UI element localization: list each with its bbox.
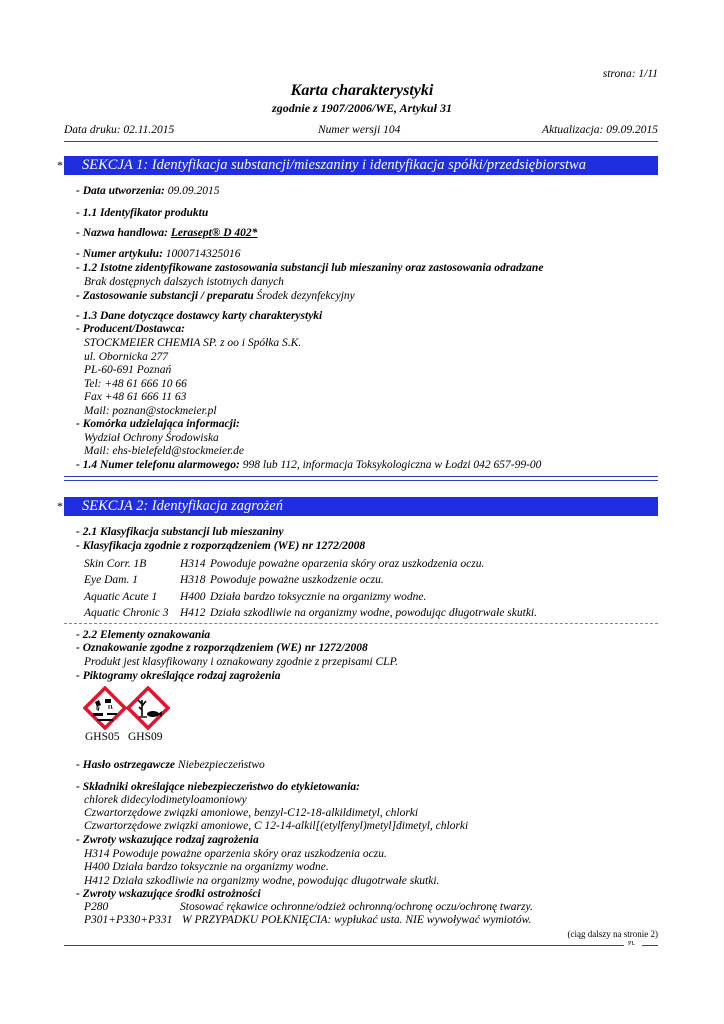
classification-heading: - 2.1 Klasyfikacja substancji lub mieszaniny <box>76 526 284 538</box>
uses-none: Brak dostępnych dalszych istotnych danych <box>84 276 284 288</box>
corrosion-icon <box>83 686 127 730</box>
producer-line: STOCKMEIER CHEMIA SP. z oo i Spółka S.K. <box>84 337 302 349</box>
hazard-class: Skin Corr. 1B <box>84 558 147 570</box>
page-number: strona: 1/11 <box>602 68 658 80</box>
clp-heading: - Klasyfikacja zgodnie z rozporządzeniem (WE) nr 1272/2008 <box>76 540 366 552</box>
section1-title: SEKCJA 1: Identyfikacja substancji/mieszaniny i identyfikacja spółki/przedsiębiorstwa <box>64 156 658 175</box>
pstatement-text: W PRZYPADKU POŁKNIĘCIA: wypłukać usta. NIE wywoływać wymiotów. <box>182 914 532 926</box>
pstatement-code: P280 <box>84 901 109 913</box>
section1-rule <box>64 480 658 481</box>
pstatement-text: Stosować rękawice ochronne/odzież ochronną/ochronę oczu/ochronę twarzy. <box>180 901 533 913</box>
signal-word: - Hasło ostrzegawcze Niebezpieczeństwo <box>76 759 265 771</box>
footer-lang: PL <box>628 941 636 947</box>
section1-marker: * <box>57 158 63 172</box>
update-date: Aktualizacja: 09.09.2015 <box>542 124 658 136</box>
section2-marker: * <box>57 499 63 513</box>
pstatement-code: P301+P330+P331 <box>84 914 173 926</box>
hazard-class: Eye Dam. 1 <box>84 574 138 586</box>
header-rule <box>64 141 658 142</box>
component-line: Czwartorzędowe związki amoniowe, C 12-14-alkil[(etylfenyl)metyl]dimetyl, chlorki <box>84 820 469 832</box>
components-heading: - Składniki określające niebezpieczeństwo do etykietowania: <box>76 781 360 793</box>
footer-rule <box>64 945 624 946</box>
hstatement-line: H412 Działa szkodliwie na organizmy wodne, powodując długotrwałe skutki. <box>84 875 440 887</box>
continued-note: (ciąg dalszy na stronie 2) <box>567 929 658 939</box>
hazard-code: H314 <box>180 558 206 570</box>
supplier-heading: - 1.3 Dane dotyczące dostawcy karty charakterystyki <box>76 310 323 322</box>
trade-name: - Nazwa handlowa: Lerasept® D 402* <box>76 227 258 239</box>
info-label: - Komórka udzielająca informacji: <box>76 418 240 430</box>
version-number: Numer wersji 104 <box>318 124 401 136</box>
pictograms-heading: - Piktogramy określające rodzaj zagrożenia <box>76 670 281 682</box>
hazard-code: H318 <box>180 574 206 586</box>
document-subtitle: zgodnie z 1907/2006/WE, Artykuł 31 <box>272 101 452 115</box>
info-line: Mail: ehs-bielefeld@stockmeier.de <box>84 445 245 457</box>
hazard-code: H412 <box>180 607 206 619</box>
label-heading: - 2.2 Elementy oznakowania <box>76 629 211 641</box>
hazard-code: H400 <box>180 591 206 603</box>
uses-heading: - 1.2 Istotne zidentyfikowane zastosowania substancji lub mieszaniny oraz zastosowania odradzane <box>76 262 544 274</box>
hazard-text: Powoduje poważne oparzenia skóry oraz uszkodzenia oczu. <box>210 558 485 570</box>
print-date: Data druku: 02.11.2015 <box>64 124 175 136</box>
hazard-text: Powoduje poważne uszkodzenie oczu. <box>210 574 384 586</box>
hstatements-heading: - Zwroty wskazujące rodzaj zagrożenia <box>76 834 259 846</box>
hstatement-line: H400 Działa bardzo toksycznie na organizmy wodne. <box>84 861 329 873</box>
hazard-text: Działa bardzo toksycznie na organizmy wodne. <box>210 591 427 603</box>
info-line: Wydział Ochrony Środowiska <box>84 432 219 444</box>
hazard-text: Działa szkodliwie na organizmy wodne, powodując długotrwałe skutki. <box>210 607 537 619</box>
classification-divider <box>64 623 658 624</box>
emergency-number: - 1.4 Numer telefonu alarmowego: 998 lub 112, informacja Toksykologiczna w Łodzi 042 657-99-00 <box>76 459 542 471</box>
label-note: Produkt jest klasyfikowany i oznakowany zgodnie z przepisami CLP. <box>84 656 398 668</box>
label-clp: - Oznakowanie zgodne z rozporządzeniem (WE) nr 1272/2008 <box>76 642 368 654</box>
producer-line: PL-60-691 Poznań <box>84 364 172 376</box>
producer-line: Tel: +48 61 666 10 66 <box>84 378 187 390</box>
component-line: chlorek didecylodimetyloamoniowy <box>84 794 247 806</box>
product-identifier: - 1.1 Identyfikator produktu <box>76 207 209 219</box>
article-number: - Numer artykułu: 1000714325016 <box>76 248 241 260</box>
producer-line: Fax +48 61 666 11 63 <box>84 391 187 403</box>
producer-label: - Producent/Dostawca: <box>76 323 185 335</box>
hazard-class: Aquatic Acute 1 <box>84 591 158 603</box>
document-title: Karta charakterystyki <box>290 82 434 99</box>
environment-icon <box>126 686 170 730</box>
creation-date: - Data utworzenia: 09.09.2015 <box>76 185 220 197</box>
producer-line: Mail: poznan@stockmeier.pl <box>84 405 217 417</box>
pictogram-label: GHS09 <box>128 731 163 743</box>
substance-use: - Zastosowanie substancji / preparatu Środek dezynfekcyjny <box>76 290 355 302</box>
producer-line: ul. Obornicka 277 <box>84 351 169 363</box>
pictogram-label: GHS05 <box>85 731 120 743</box>
hazard-class: Aquatic Chronic 3 <box>84 607 169 619</box>
footer-rule-end <box>642 945 658 946</box>
section2-title: SEKCJA 2: Identyfikacja zagrożeń <box>64 497 658 516</box>
hstatement-line: H314 Powoduje poważne oparzenia skóry oraz uszkodzenia oczu. <box>84 848 387 860</box>
pstatements-heading: - Zwroty wskazujące środki ostrożności <box>76 888 261 900</box>
component-line: Czwartorzędowe związki amoniowe, benzyl-C12-18-alkildimetyl, chlorki <box>84 807 419 819</box>
section1-rule <box>64 476 658 477</box>
